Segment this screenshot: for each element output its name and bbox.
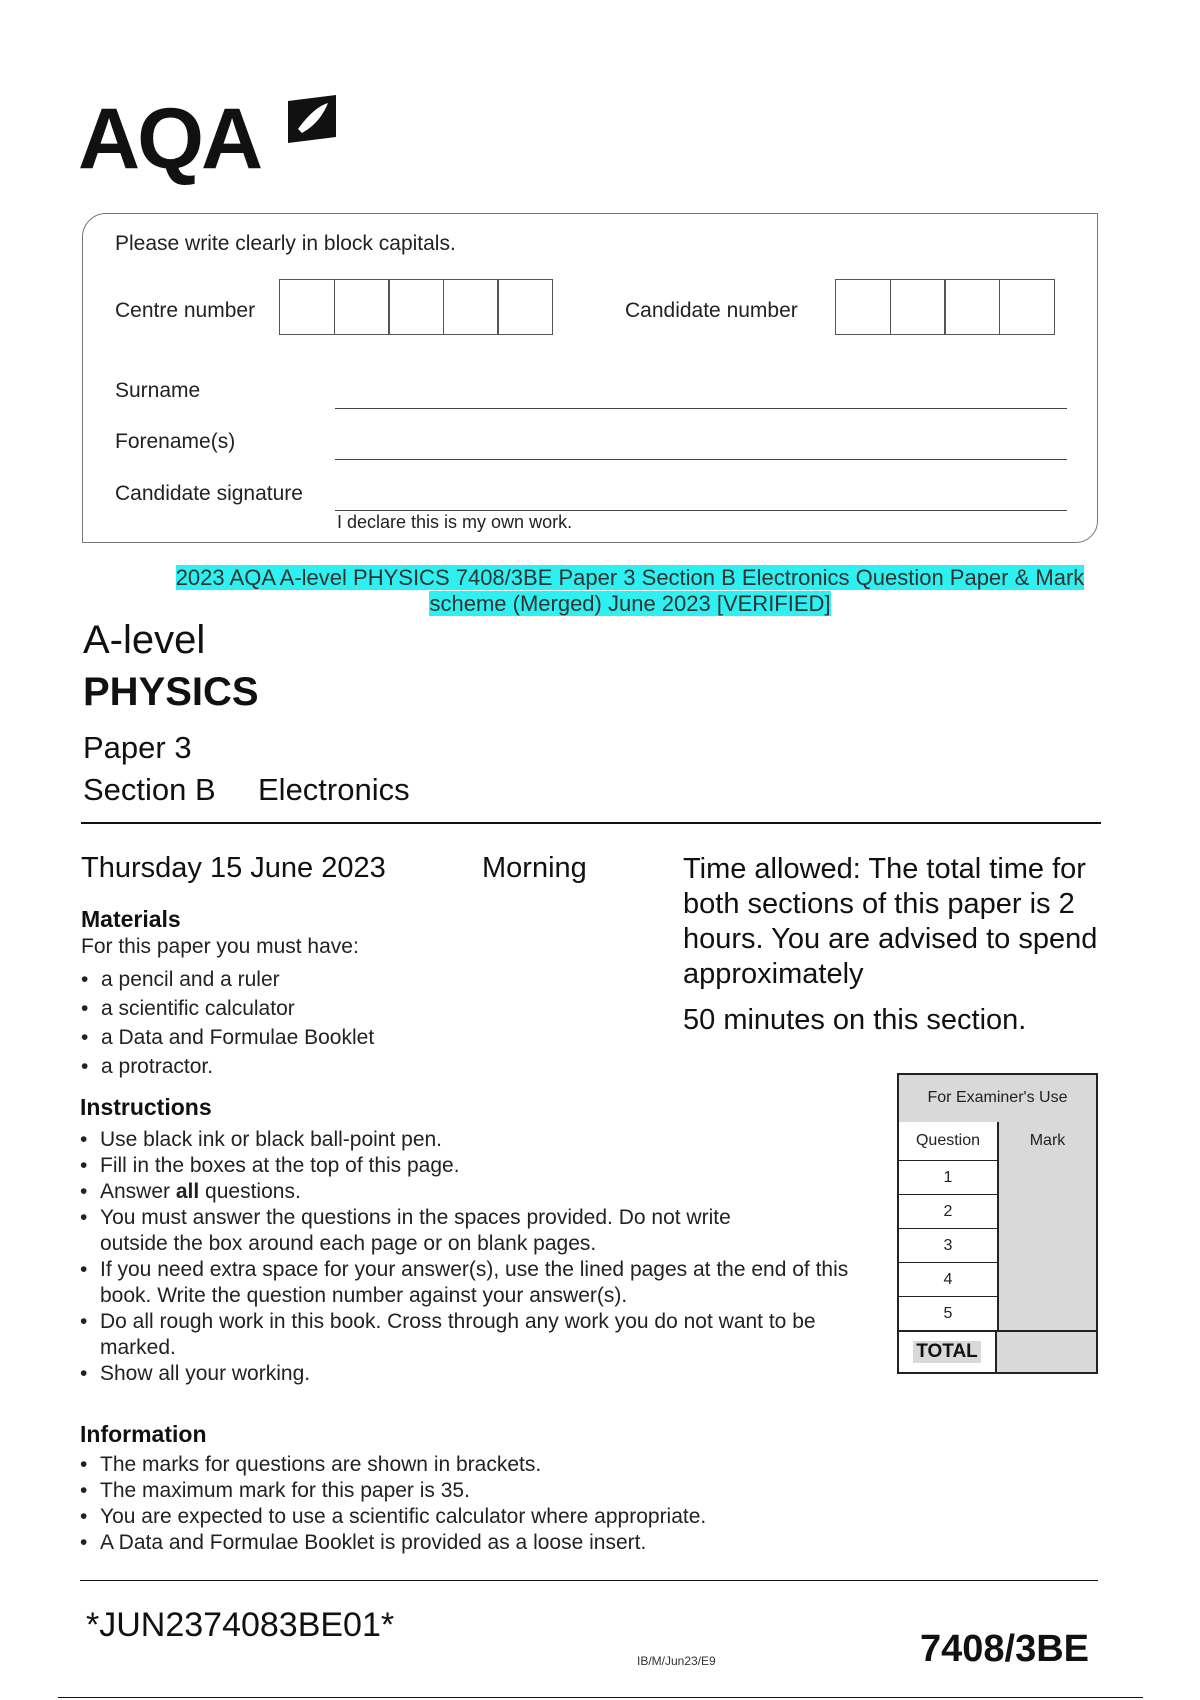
instruction-item: • You must answer the questions in the spaces provided. Do not write outside the box around each page or on blank pages. xyxy=(80,1205,780,1257)
logo-leaf-icon xyxy=(284,93,340,145)
question-number: 4 xyxy=(899,1262,997,1296)
section-title: Section B xyxy=(83,772,216,807)
centre-number-boxes xyxy=(279,279,552,335)
total-row xyxy=(899,1330,1096,1372)
information-list xyxy=(80,1452,880,1556)
total-mark-cell xyxy=(997,1332,1096,1372)
materials-heading: Materials xyxy=(81,906,181,932)
question-column xyxy=(899,1122,999,1330)
specification-code: 7408/3BE xyxy=(920,1628,1090,1670)
time-allowed: Time allowed: The total time for both sections of this paper is 2 hours. You are advised to spend approximately xyxy=(683,853,1098,990)
centre-number-box[interactable] xyxy=(279,279,335,335)
materials-item: • a Data and Formulae Booklet xyxy=(81,1023,641,1052)
instruction-item: • Show all your working. xyxy=(80,1361,870,1387)
signature-label: Candidate signature xyxy=(115,482,303,505)
signature-line[interactable] xyxy=(335,510,1067,511)
instruction-item: • Fill in the boxes at the top of this page. xyxy=(80,1153,870,1179)
information-item: • The maximum mark for this paper is 35. xyxy=(80,1478,880,1504)
candidate-number-box[interactable] xyxy=(890,279,946,335)
instructions-section xyxy=(80,1094,870,1387)
declaration-text: I declare this is my own work. xyxy=(337,512,573,532)
forenames-label: Forename(s) xyxy=(115,430,236,453)
surname-line[interactable] xyxy=(335,408,1067,409)
materials-item: • a pencil and a ruler xyxy=(81,965,641,994)
examiner-table-title: For Examiner's Use xyxy=(899,1075,1096,1122)
exam-date: Thursday 15 June 2023 xyxy=(81,852,386,884)
document-reference: IB/M/Jun23/E9 xyxy=(637,1654,716,1668)
total-label-cell xyxy=(899,1332,997,1372)
information-item: • You are expected to use a scientific calculator where appropriate. xyxy=(80,1504,880,1530)
surname-label: Surname xyxy=(115,379,201,402)
total-label: TOTAL xyxy=(913,1341,981,1363)
page-bottom-line xyxy=(58,1697,1143,1698)
highlighted-title-text: 2023 AQA A-level PHYSICS 7408/3BE Paper 3 Section B Electronics Question Paper & Mark scheme (Merged) June 2023 [VERIFIED] xyxy=(175,565,1085,616)
highlighted-document-title xyxy=(150,565,1110,617)
candidate-number-box[interactable] xyxy=(999,279,1055,335)
materials-item: • a protractor. xyxy=(81,1052,641,1081)
materials-intro: For this paper you must have: xyxy=(81,935,359,958)
level-title: A-level xyxy=(83,618,206,662)
examiner-table-grid xyxy=(899,1122,1096,1330)
centre-number-box[interactable] xyxy=(388,279,444,335)
centre-number-box[interactable] xyxy=(497,279,553,335)
footer-divider xyxy=(80,1580,1098,1581)
instruction-item: • Answer all questions. xyxy=(80,1179,870,1205)
question-number: 3 xyxy=(899,1228,997,1262)
aqa-logo xyxy=(78,88,358,188)
information-section xyxy=(80,1421,880,1556)
information-heading: Information xyxy=(80,1421,207,1447)
block-capitals-instruction: Please write clearly in block capitals. xyxy=(115,232,456,255)
information-item: • The marks for questions are shown in brackets. xyxy=(80,1452,880,1478)
materials-section xyxy=(81,906,641,1081)
logo-text: AQA xyxy=(78,91,261,187)
paper-title: Paper 3 xyxy=(83,730,192,765)
question-header: Question xyxy=(899,1122,997,1160)
instruction-item: • If you need extra space for your answer(s), use the lined pages at the end of this book. Write the question number against your answer(s). xyxy=(80,1257,870,1309)
candidate-number-label: Candidate number xyxy=(625,299,798,322)
materials-list xyxy=(81,965,641,1081)
forenames-line[interactable] xyxy=(335,459,1067,460)
centre-number-box[interactable] xyxy=(334,279,390,335)
section-name: Electronics xyxy=(258,772,410,807)
question-number: 1 xyxy=(899,1160,997,1194)
candidate-number-box[interactable] xyxy=(944,279,1000,335)
examiner-use-table xyxy=(897,1073,1098,1374)
exam-session: Morning xyxy=(482,852,587,884)
barcode-id: *JUN2374083BE01* xyxy=(86,1606,395,1644)
instruction-item: • Use black ink or black ball-point pen. xyxy=(80,1127,870,1153)
question-number: 2 xyxy=(899,1194,997,1228)
subject-title: PHYSICS xyxy=(83,670,259,714)
instruction-item: • Do all rough work in this book. Cross through any work you do not want to be marked. xyxy=(80,1309,820,1361)
instructions-heading: Instructions xyxy=(80,1094,212,1120)
materials-item: • a scientific calculator xyxy=(81,994,641,1023)
instructions-list xyxy=(80,1127,870,1387)
mark-header: Mark xyxy=(999,1122,1096,1160)
candidate-number-box[interactable] xyxy=(835,279,891,335)
title-divider xyxy=(81,822,1101,824)
mark-column xyxy=(999,1122,1096,1330)
information-item: • A Data and Formulae Booklet is provided as a loose insert. xyxy=(80,1530,880,1556)
candidate-details-box xyxy=(82,213,1098,543)
question-number: 5 xyxy=(899,1296,997,1330)
candidate-number-boxes xyxy=(835,279,1053,335)
time-allowed-extra: 50 minutes on this section. xyxy=(683,1004,1027,1036)
centre-number-label: Centre number xyxy=(115,299,256,322)
centre-number-box[interactable] xyxy=(443,279,499,335)
